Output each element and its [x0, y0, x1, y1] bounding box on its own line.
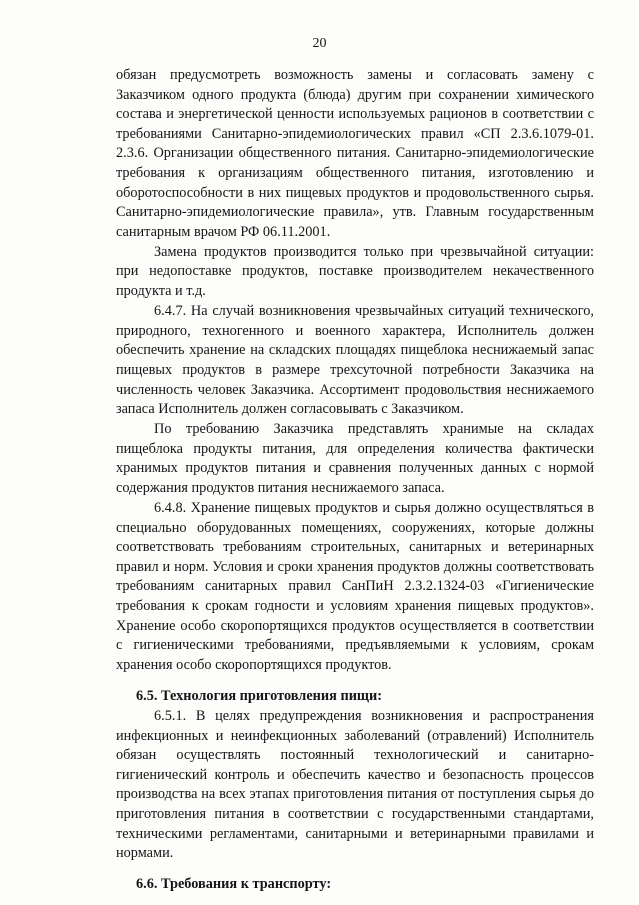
paragraph-6-5-1: 6.5.1. В целях предупреждения возникновения и распространения инфекционных и неинфекционных заболеваний (отравлений) Исполнитель обязан осуществлять постоянный технологический и санитарно-гигиенический контроль и обеспечить качество и безопасность процессов производства на всех этапах приготовления питания от поступления сырья до приготовления питания в соответствии с государственными стандартами, техническими регламентами, санитарными и ветеринарными правилами и нормами.: [116, 708, 594, 862]
paragraph-continuation: обязан предусмотреть возможность замены и согласовать замену с Заказчиком одного продукта (блюда) другим при сохранении химического состава и энергетической ценности используемых рационов в соответствии с требованиями Санитарно-эпидемиологических правил «СП 2.3.6.1079-01. 2.3.6. Организации общественного питания. Санитарно-эпидемиологические требования к организациям общественного питания, изготовлению и оборотоспособности в них пищевых продуктов и продовольственного сырья. Санитарно-эпидемиологические правила», утв. Главным государственным санитарным врачом РФ 06.11.2001.: [116, 67, 594, 240]
page-number: 20: [312, 36, 327, 51]
paragraph-6-4-7: 6.4.7. На случай возникновения чрезвычайных ситуаций технического, природного, техногенного и военного характера, Исполнитель должен обеспечить хранение на складских площадях пищеблока неснижаемый запас пищевых продуктов в размере трехсуточной потребности Заказчика на численность человек Заказчика. Ассортимент продовольствия неснижаемого запаса Исполнитель должен согласовывать с Заказчиком.: [116, 303, 594, 418]
paragraph-6-4-8: 6.4.8. Хранение пищевых продуктов и сырья должно осуществляться в специально оборудованных помещениях, сооружениях, которые должны соответствовать требованиям строительных, санитарных и ветеринарных правил и норм. Условия и сроки хранения продуктов должны соответствовать требованиям санитарных правил СанПиН 2.3.2.1324-03 «Гигиенические требования к срокам годности и условиям хранения пищевых продуктов». Хранение особо скоропортящихся продуктов осуществляется в соответствии с гигиеническими требованиями, предъявляемыми к условиям, срокам хранения особо скоропортящихся продуктов.: [116, 500, 594, 673]
document-body: [116, 66, 594, 894]
paragraph-reserve-request: По требованию Заказчика представлять хранимые на складах пищеблока продукты питания, для определения количества фактически хранимых продуктов питания и сравнения полученных данных с нормой содержания продуктов питания неснижаемого запаса.: [116, 421, 594, 496]
paragraph-product-replacement: Замена продуктов производится только при чрезвычайной ситуации: при недопоставке продуктов, поставке производителем некачественного продукта и т.д.: [116, 243, 594, 300]
heading-section-6-5: 6.5. Технология приготовления пищи:: [136, 688, 382, 705]
heading-section-6-6: 6.6. Требования к транспорту:: [136, 875, 332, 892]
